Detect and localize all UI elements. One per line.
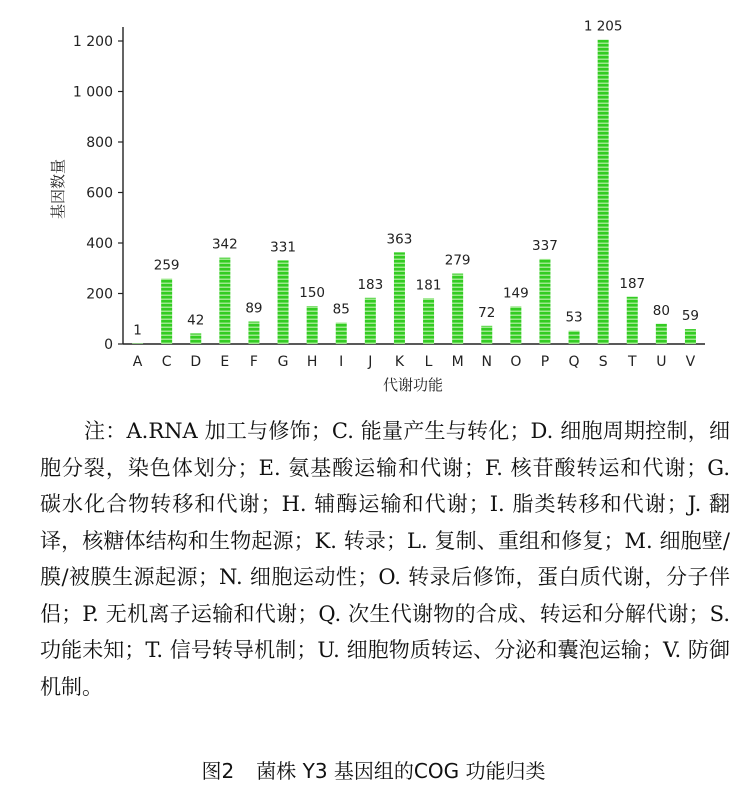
value-label-J: 183 — [357, 276, 384, 293]
category-label-F: F — [249, 354, 258, 370]
category-label-U: U — [656, 354, 667, 370]
y-tick-label: 0 — [104, 337, 113, 353]
y-tick-label: 1 000 — [72, 84, 113, 101]
bar-Q — [569, 331, 580, 344]
category-label-L: L — [424, 354, 433, 370]
value-label-M: 279 — [444, 252, 471, 269]
value-label-S: 1 205 — [583, 18, 623, 35]
value-label-O: 149 — [502, 285, 529, 302]
y-tick-label: 400 — [86, 236, 113, 252]
value-label-D: 42 — [187, 312, 205, 329]
bar-P — [539, 259, 550, 344]
value-label-A: 1 — [133, 322, 142, 339]
bar-O — [510, 306, 521, 344]
value-label-V: 59 — [681, 308, 700, 325]
value-labels-group — [133, 19, 699, 339]
category-label-E: E — [220, 354, 230, 370]
y-tick-label: 1 200 — [72, 34, 113, 50]
category-label-P: P — [540, 354, 550, 370]
category-label-C: C — [161, 354, 172, 370]
category-label-T: T — [627, 354, 637, 370]
category-label-A: A — [132, 354, 143, 370]
category-label-S: S — [598, 354, 608, 370]
bar-L — [423, 298, 434, 344]
category-label-V: V — [685, 354, 696, 370]
bar-I — [336, 323, 347, 344]
bar-J — [365, 298, 376, 344]
x-axis-title: 代谢功能 — [382, 376, 444, 394]
category-label-J: J — [368, 354, 373, 370]
y-axis-title: 基因数量 — [49, 158, 67, 220]
figure-title: 菌株 Y3 基因组的COG 功能归类 — [256, 759, 546, 783]
y-tick-label: 200 — [86, 286, 113, 303]
bar-N — [481, 326, 492, 344]
category-label-D: D — [190, 354, 202, 370]
chart-footnote: 注：A.RNA 加工与修饰；C. 能量产生与转化；D. 细胞周期控制，细胞分裂，染色体划分；E. 氨基酸运输和代谢；F. 核苷酸转运和代谢；G. 碳水化合物转移和代谢；H. 辅酶运输和代谢；I. 脂类转移和代谢；J. 翻译，核糖体结构和生物起源；K. 转录；L. 复制、重组和修复；M. 细胞壁/膜/被膜生源起源；N. 细胞运动性；O. 转录后修饰，蛋白质代谢，分子伴侣；P. 无机离子运输和代谢；Q. 次生代谢物的合成、转运和分解代谢；S. 功能未知；T. 信号转导机制；U. 细胞物质转运、分泌和囊泡运输；V. 防御机制。 — [40, 419, 730, 699]
bar-F — [248, 322, 259, 344]
value-label-U: 80 — [652, 302, 670, 319]
value-label-N: 72 — [478, 304, 496, 321]
category-label-G: G — [277, 354, 289, 370]
value-label-I: 85 — [332, 301, 350, 318]
category-label-O: O — [510, 354, 522, 370]
value-label-Q: 53 — [565, 309, 583, 326]
bars-group — [132, 40, 696, 344]
bar-T — [627, 297, 638, 344]
bar-S — [598, 40, 609, 344]
bar-D — [190, 333, 201, 344]
value-label-E: 342 — [211, 236, 238, 253]
value-label-K: 363 — [386, 231, 413, 248]
bar-H — [307, 306, 318, 344]
value-label-L: 181 — [415, 277, 442, 294]
bar-U — [656, 324, 667, 344]
y-tick-label: 600 — [86, 185, 113, 202]
category-label-I: I — [339, 354, 344, 370]
bar-M — [452, 274, 463, 344]
category-label-M: M — [451, 354, 464, 370]
bar-G — [278, 260, 289, 344]
category-label-Q: Q — [568, 354, 580, 370]
value-label-P: 337 — [532, 237, 558, 254]
value-label-H: 150 — [299, 285, 326, 302]
x-axis — [123, 344, 705, 370]
value-label-G: 331 — [270, 239, 296, 256]
category-label-N: N — [481, 354, 492, 370]
bar-A — [132, 343, 143, 344]
figure-number: 图2 — [201, 759, 235, 783]
bar-V — [685, 329, 696, 344]
value-label-T: 187 — [619, 275, 646, 292]
value-label-F: 89 — [245, 300, 263, 317]
category-label-H: H — [306, 354, 318, 370]
bar-C — [161, 279, 172, 344]
bar-E — [219, 258, 230, 344]
y-axis — [73, 27, 123, 353]
y-tick-label: 800 — [86, 135, 113, 151]
category-label-K: K — [394, 354, 405, 370]
bar-K — [394, 252, 405, 344]
figure-caption — [0, 755, 747, 784]
value-label-C: 259 — [153, 257, 180, 274]
